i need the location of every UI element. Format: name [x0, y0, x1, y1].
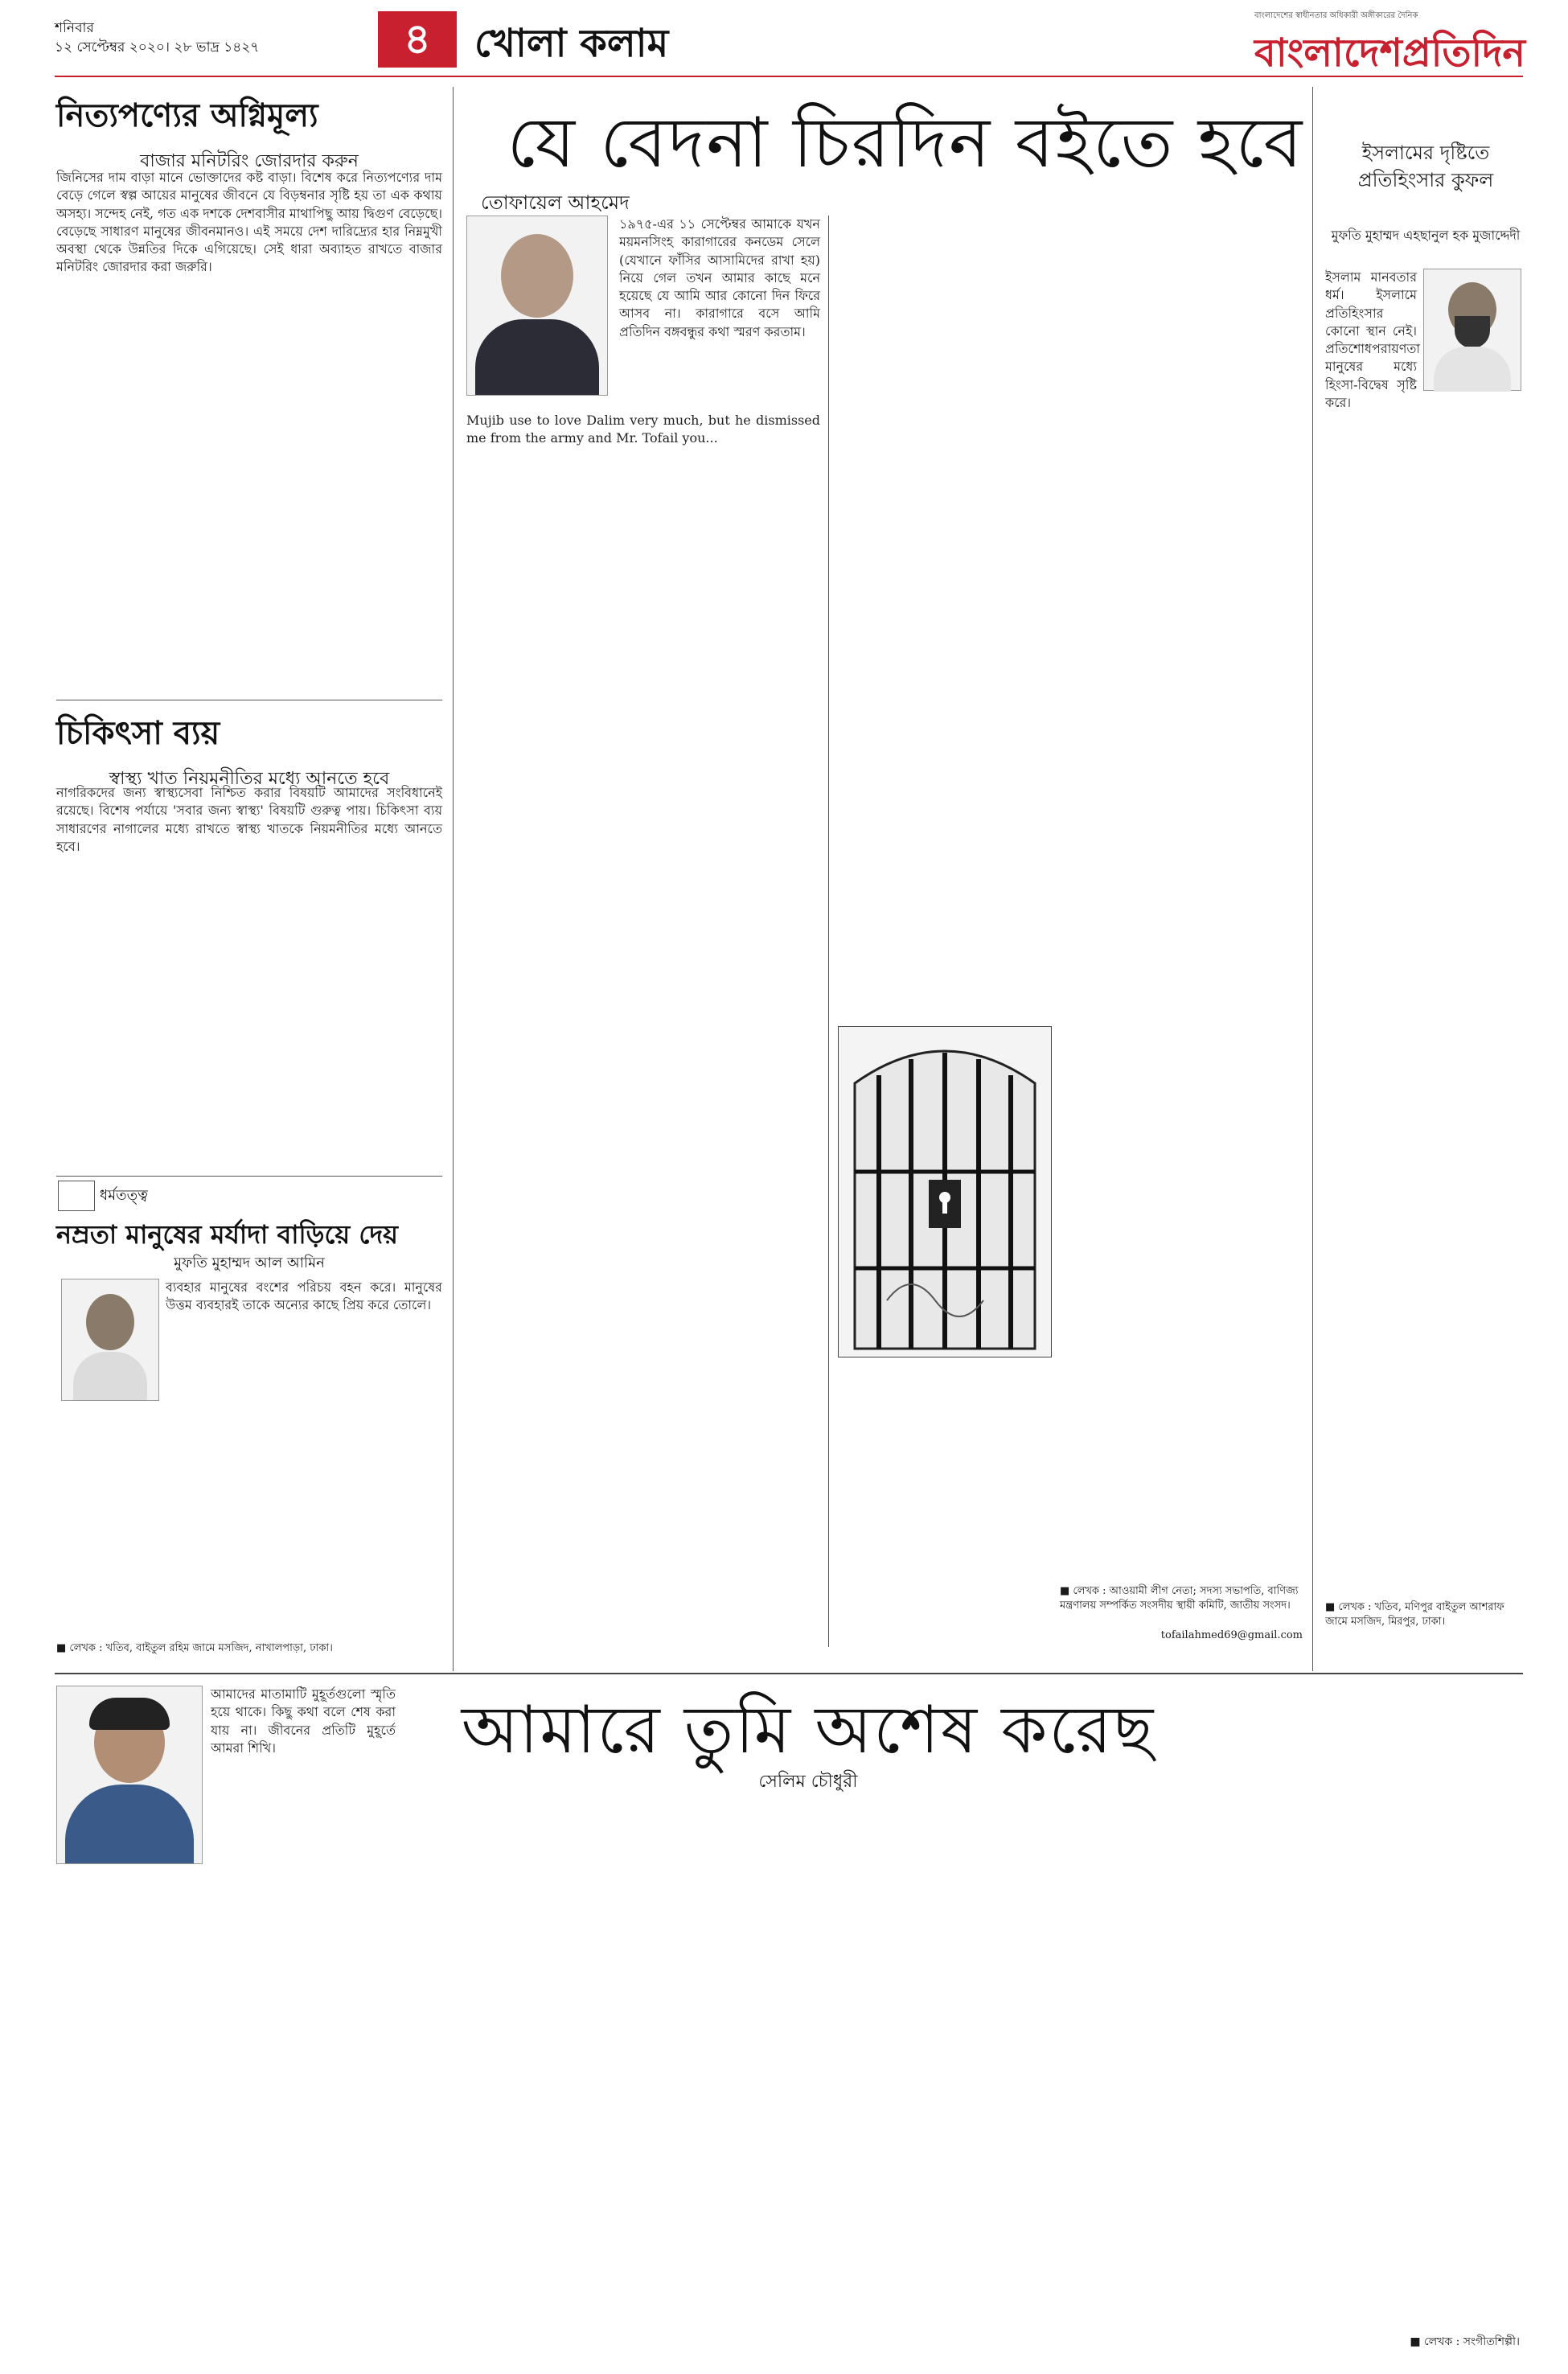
day-label: শনিবার: [55, 20, 94, 36]
column-rule: [828, 216, 829, 1647]
bottom-author-photo: [56, 1686, 203, 1864]
bottom-rule: [55, 1673, 1523, 1674]
editorial-1-subtitle: বাজার মনিটরিং জোরদার করুন: [140, 151, 359, 171]
editorial-2-body: [56, 784, 442, 1162]
right-kicker: ইসলামের দৃষ্টিতে: [1361, 142, 1490, 164]
newspaper-logo: [1254, 24, 1525, 88]
right-body-intro: [1325, 269, 1421, 411]
right-body-cont: [1325, 392, 1526, 1599]
right-footer: ■ লেখক : খতিব, মণিপুর বাইতুল আশরাফ জামে মসজিদ, মিরপুর, ঢাকা।: [1325, 1601, 1504, 1628]
column-rule: [453, 87, 454, 1671]
editorial-2-text: নাগরিকদের জন্য স্বাস্থ্যসেবা নিশ্চিত করার বিষয়টি আমাদের সংবিধানেই রয়েছে। বিশেষ পর্যায়ে 'সবার জন্য স্বাস্থ্য' বিষয়টি গুরুত্ব পায়। চিকিৎসা ব্যয় সাধারণের নাগালের মধ্যে রাখতে স্বাস্থ্য খাতকে নিয়মনীতির মধ্যে আনতে হবে।: [56, 785, 442, 854]
right-author: মুফতি মুহাম্মদ এহছানুল হক মুজাদ্দেদী: [1331, 228, 1521, 243]
logo-main: বাংলাদেশ: [1254, 31, 1402, 76]
author-photo: [61, 1279, 159, 1401]
logo-accent: প্রতিদিন: [1402, 31, 1526, 76]
main-author: তোফায়েল আহমেদ: [481, 191, 630, 214]
bottom-body-text: আমাদের মাতামাটি মুহূর্তগুলো স্মৃতি হয়ে থাকে। কিছু কথা বলে শেষ করা যায় না। জীবনের প্রতিটি মুহূর্তে আমরা শিখি।: [211, 1686, 396, 1756]
editorial-1-body: [56, 169, 442, 684]
bottom-col-1: [56, 1871, 397, 2350]
article3-body-cont: [56, 1406, 442, 1639]
column-rule: [1312, 87, 1313, 1671]
prison-illustration: [838, 1026, 1052, 1357]
main-footer: ■ লেখক : আওয়ামী লীগ নেতা; সদস্য সভাপতি, বাণিজ্য মন্ত্রণালয় সম্পর্কিত সংসদীয় স্থায়ী কমিটি, জাতীয় সংসদ।: [1060, 1585, 1299, 1612]
bottom-col-5: [1200, 1801, 1521, 2332]
bottom-col-4: [923, 1801, 1188, 2350]
article3-intro: [166, 1279, 442, 1399]
bottom-headline: আমারে তুমি অশেষ করেছ: [461, 1692, 1155, 1768]
page-number-badge: [378, 11, 457, 68]
article3-text: ব্যবহার মানুষের বংশের পরিচয় বহন করে। মানুষের উত্তম ব্যবহারই তাকে অন্যের কাছে প্রিয় করে তোলে।: [166, 1279, 442, 1313]
main-footer-email: tofailahmed69@gmail.com: [1160, 1629, 1303, 1641]
article3-title: নম্রতা মানুষের মর্যাদা বাড়িয়ে দেয়: [56, 1219, 399, 1250]
editorial-2-subtitle: স্বাস্থ্য খাত নিয়মনীতির মধ্যে আনতে হবে: [109, 769, 390, 789]
main-body-col-2b: [838, 1364, 1047, 1605]
main-headline: যে বেদনা চিরদিন বইতে হবে: [507, 103, 1304, 183]
bottom-col-2: [410, 1801, 659, 2350]
logo-tagline: বাংলাদেশের স্বাধীনতার অধিকারী অঙ্গীকারের দৈনিক: [1254, 11, 1418, 20]
bottom-footer: ■ লেখক : সংগীতশিল্পী।: [1410, 2335, 1520, 2348]
divider: [56, 1176, 442, 1177]
section-title: খোলা কলাম: [474, 21, 669, 66]
bottom-body-intro: [211, 1686, 396, 1863]
editorial-1: [56, 90, 442, 177]
article3-author: মুফতি মুহাম্মদ আল আমিন: [174, 1255, 325, 1271]
editorial-1-text: জিনিসের দাম বাড়া মানে ভোক্তাদের কষ্ট বাড়া। বিশেষ করে নিত্যপণ্যের দাম বেড়ে গেলে স্বল্প আয়ের মানুষের জীবনে যে বিড়ম্বনার সৃষ্টি হয় তা এক কথায় অসহ্য। সন্দেহ নেই, গত এক দশকে দেশবাসীর মাথাপিছু আয় দ্বিগুণ বেড়েছে। বেড়েছে সাধারণ মানুষের জীবনমানও। এই সময়ে দেশ দারিদ্র্যের হার নিম্নমুখী অবস্থা থেকে উন্নতির দিকে এগিয়েছে। সেই ধারা অব্যাহত রাখতে বাজার মনিটরিং জোরদার করা জরুরি।: [56, 170, 442, 275]
book-icon: [58, 1181, 95, 1211]
editorial-1-title: নিত্যপণ্যের অগ্নিমূল্য: [56, 97, 318, 134]
page-number: ৪: [404, 15, 431, 64]
right-author-photo: [1423, 269, 1521, 391]
bottom-author: সেলিম চৌধুরী: [758, 1772, 858, 1792]
main-body-text: ১৯৭৫-এর ১১ সেপ্টেম্বর আমাকে যখন ময়মনসিংহ কারাগারের কনডেম সেলে (যেখানে ফাঁসির আসামিদের রাখা হয়) নিয়ে গেল তখন আমার কাছে মনে হয়েছে যে আমি আর কোনো দিন ফিরে আসব না। কারাগারে বসে আমি প্রতিদিন বঙ্গবন্ধুর কথা স্মরণ করতাম।: [619, 216, 820, 339]
bottom-col-3: [671, 1801, 912, 2350]
main-body-intro: [619, 216, 820, 409]
section-label: ধর্মতত্ত্ব: [100, 1187, 148, 1204]
main-body-col-2: [838, 216, 1047, 1020]
editorial-2-title: চিকিৎসা ব্যয়: [56, 715, 220, 752]
date-label: ১২ সেপ্টেম্বর ২০২০। ২৮ ভাদ্র ১৪২৭: [55, 39, 260, 55]
right-body-text: ইসলাম মানবতার ধর্ম। ইসলামে প্রতিহিংসার কোনো স্থান নেই। প্রতিশোধপরায়ণতা মানুষের মধ্যে হিংসা-বিদ্বেষ সৃষ্টি করে।: [1325, 269, 1421, 411]
prison-bars-icon: [839, 1027, 1051, 1357]
main-body-col-1: [466, 412, 820, 1642]
article3-footer: ■ লেখক : খতিব, বাইতুল রহিম জামে মসজিদ, নাখালপাড়া, ঢাকা।: [56, 1642, 333, 1654]
main-body-col-3: [1060, 216, 1301, 1647]
masthead-rule: [55, 76, 1523, 77]
editorial-2: [56, 708, 442, 795]
main-author-photo: [466, 216, 608, 396]
main-english-quote: Mujib use to love Dalim very much, but he dismissed me from the army and Mr. Tofail you...: [466, 413, 820, 446]
right-title: প্রতিহিংসার কুফল: [1357, 169, 1494, 191]
